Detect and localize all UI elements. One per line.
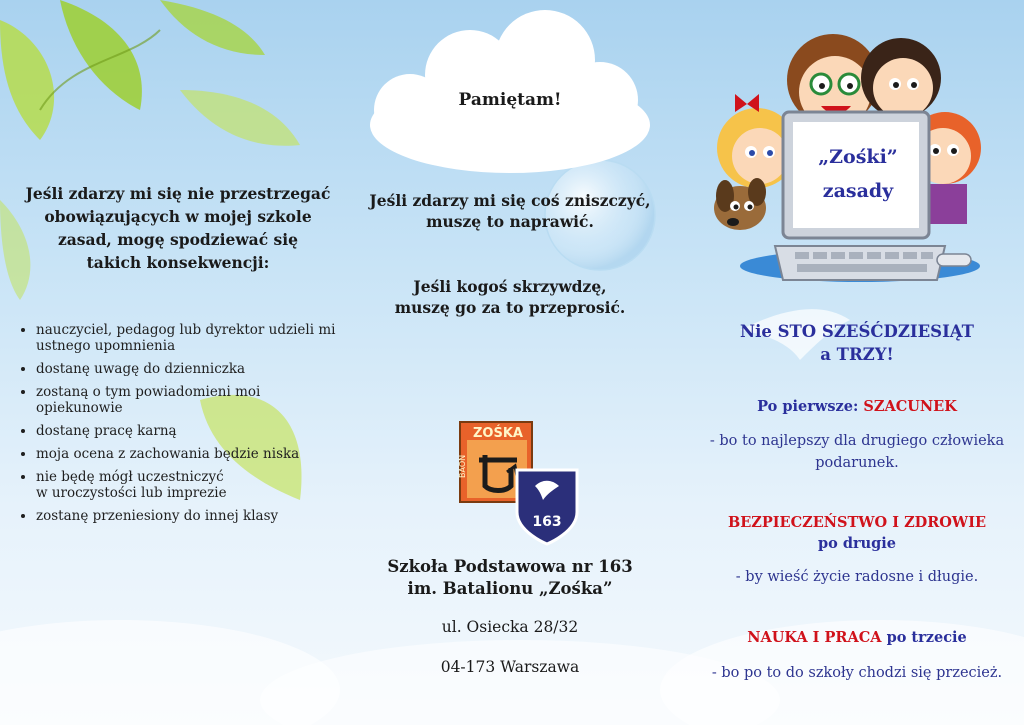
rule3-suffix: po trzecie	[881, 629, 967, 646]
rule3-keyword: NAUKA I PRACA	[747, 629, 882, 646]
school-city: 04-173 Warszawa	[440, 658, 580, 676]
school-name: Szkoła Podstawowa nr 163 im. Batalionu „Zośka”	[387, 557, 633, 598]
rule-apologize: Jeśli kogoś skrzywdzę, muszę go za to przeprosić.	[394, 277, 626, 317]
rule-repair: Jeśli zdarzy mi się coś zniszczyć, muszę to naprawić.	[369, 191, 651, 231]
rule2-keyword: BEZPIECZEŃSTWO I ZDROWIE	[727, 514, 987, 531]
consequences-list	[20, 322, 356, 531]
school-logos	[455, 420, 585, 548]
rule1-desc: - bo to najlepszy dla drugiego człowieka podarunek.	[709, 433, 1005, 471]
cloud-title: Pamiętam!	[458, 90, 562, 110]
leaf-icon	[0, 0, 300, 146]
rule1-heading	[690, 398, 1024, 415]
rule2-suffix: po drugie	[817, 535, 897, 552]
list-item: • nauczyciel, pedagog lub dyrektor udzieli mi ustnego upomnienia	[36, 322, 356, 354]
rule3-heading	[690, 629, 1024, 646]
school-street: ul. Osiecka 28/32	[441, 618, 579, 636]
list-item: • moja ocena z zachowania będzie niska	[36, 446, 356, 462]
list-item: • dostanę pracę karną	[36, 423, 356, 439]
rule1-keyword: SZACUNEK	[863, 398, 957, 415]
intro-heading: Nie STO SZEŚĆDZIESIĄT a TRZY!	[740, 322, 974, 364]
rule1-prefix: Po pierwsze:	[757, 398, 864, 415]
list-item: • nie będę mógł uczestniczyć w uroczystości lub imprezie	[36, 469, 356, 501]
list-item: • zostaną o tym powiadomieni moi opiekunowie	[36, 384, 356, 416]
consequences-heading: Jeśli zdarzy mi się nie przestrzegać obowiązujących w mojej szkole zasad, mogę spodziewać się takich konsekwencji:	[25, 184, 331, 272]
rule3-desc: - bo po to do szkoły chodzi się przecież.	[711, 665, 1003, 681]
svg-text:BAON: BAON	[458, 454, 467, 478]
list-item: • dostanę uwagę do dzienniczka	[36, 361, 356, 377]
screen-title: „Zośki” zasady	[818, 146, 898, 202]
svg-text:163: 163	[532, 514, 562, 530]
rule2-desc: - by wieść życie radosne i długie.	[735, 569, 979, 585]
school-163-shield-icon	[517, 470, 577, 544]
list-item: • zostanę przeniesiony do innej klasy	[36, 508, 356, 524]
svg-text:ZOŚKA: ZOŚKA	[473, 426, 523, 441]
